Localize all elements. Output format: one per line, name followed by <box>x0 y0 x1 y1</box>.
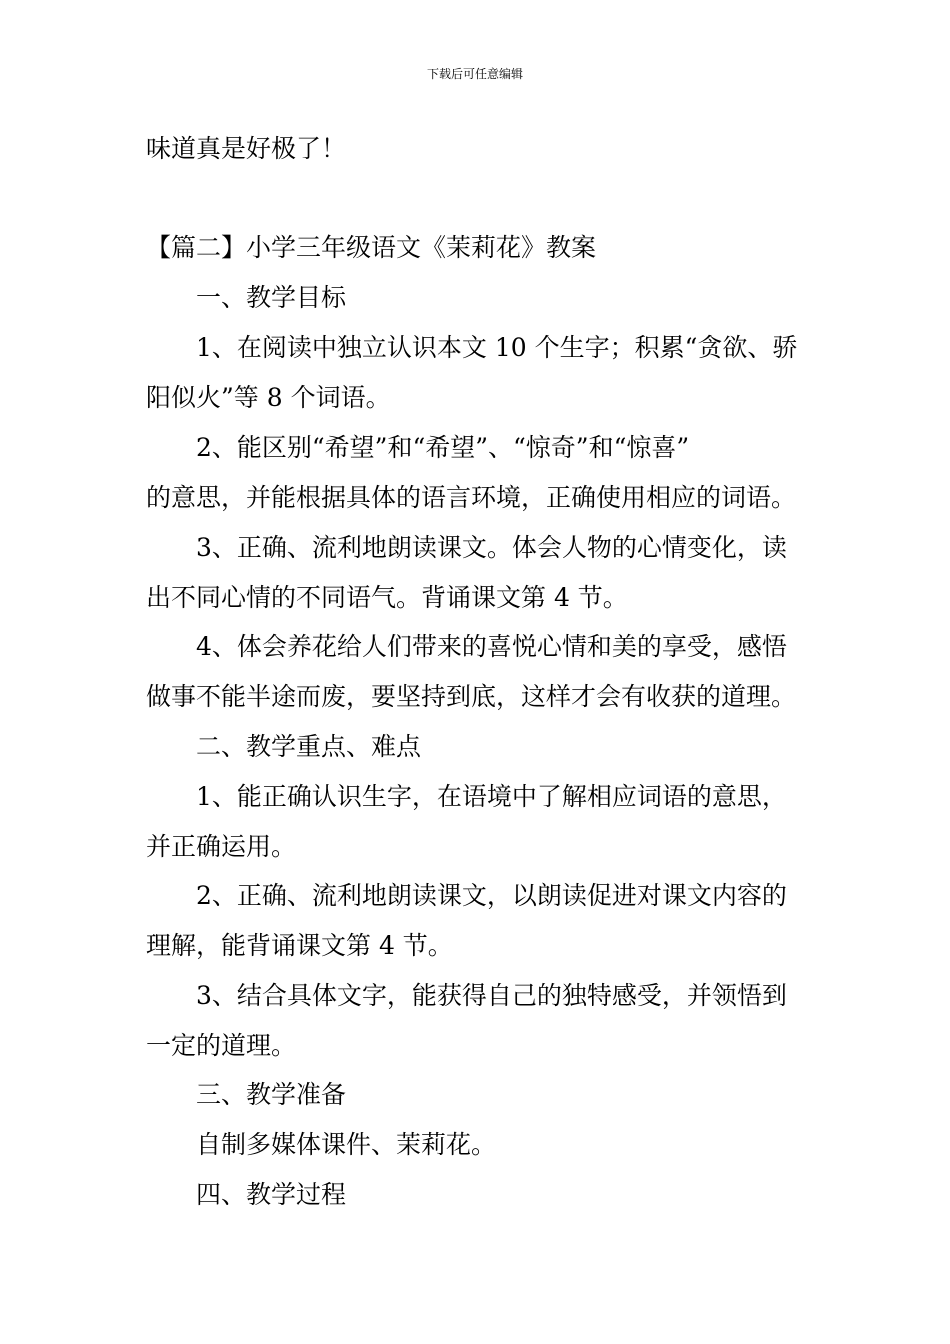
heading-teaching-process: 四、教学过程 <box>196 1180 347 1209</box>
paragraph-line: 4、体会养花给人们带来的喜悦心情和美的享受，感悟 <box>196 632 787 661</box>
paragraph-line: 一定的道理。 <box>146 1031 297 1060</box>
heading-teaching-goals: 一、教学目标 <box>196 283 347 312</box>
paragraph-line: 1、能正确认识生字，在语境中了解相应词语的意思， <box>196 782 787 811</box>
paragraph-line: 2、正确、流利地朗读课文，以朗读促进对课文内容的 <box>196 881 787 910</box>
section-title: 【篇二】小学三年级语文《茉莉花》教案 <box>146 233 597 262</box>
paragraph-line: 阳似火”等 8 个词语。 <box>146 383 391 412</box>
page-header: 下载后可任意编辑 <box>426 67 523 81</box>
paragraph-line: 3、结合具体文字，能获得自己的独特感受，并领悟到 <box>196 981 787 1010</box>
paragraph-line: 2、能区别“希望”和“希望”、“惊奇”和“惊喜” <box>196 433 690 462</box>
paragraph-line: 自制多媒体课件、茉莉花。 <box>196 1130 497 1159</box>
paragraph-line: 出不同心情的不同语气。背诵课文第 4 节。 <box>146 583 628 612</box>
paragraph-line: 1、在阅读中独立认识本文 10 个生字；积累“贪欲、骄 <box>196 333 798 362</box>
paragraph-line: 味道真是好极了！ <box>146 134 347 163</box>
heading-key-points: 二、教学重点、难点 <box>196 732 422 761</box>
paragraph-line: 3、正确、流利地朗读课文。体会人物的心情变化，读 <box>196 533 787 562</box>
heading-preparation: 三、教学准备 <box>196 1080 347 1109</box>
paragraph-line: 并正确运用。 <box>146 832 297 861</box>
paragraph-line: 做事不能半途而废，要坚持到底，这样才会有收获的道理。 <box>146 682 797 711</box>
paragraph-line: 的意思，并能根据具体的语言环境，正确使用相应的词语。 <box>146 483 797 512</box>
paragraph-line: 理解，能背诵课文第 4 节。 <box>146 931 453 960</box>
